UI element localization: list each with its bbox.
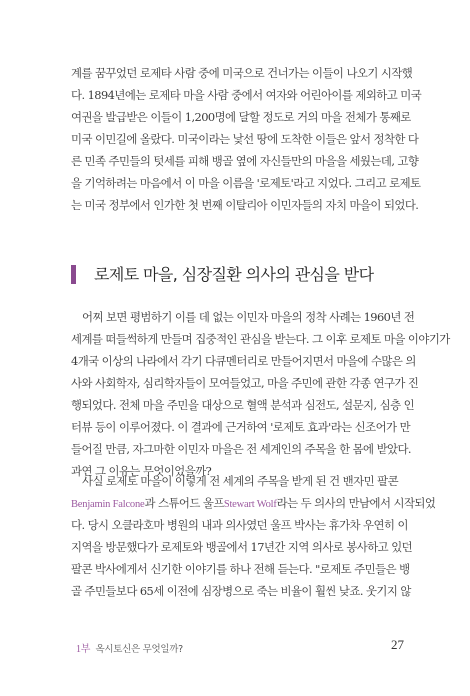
person-name-falcone: Benjamin Falcone (71, 499, 145, 510)
paragraph-doctors (71, 470, 436, 602)
person-name-wolf: Stewart Wolf (223, 499, 277, 510)
text-line: 여권을 발급받은 이들이 1,200명에 달할 정도로 거의 마을 전체가 통째로 (71, 110, 411, 124)
text-line: 4개국 이상의 나라에서 각기 다큐멘터리로 만들어지면서 마을에 수많은 의 (71, 354, 416, 368)
paragraph-rosetto-attention (71, 306, 450, 482)
text-line: 다. 당시 오클라호마 병원의 내과 의사였던 울프 박사는 휴가차 우연히 이 (71, 518, 408, 532)
text-line: 다. 1894년에는 로제타 마을 사람 중에서 여자와 어린아이를 제외하고 미국 (71, 88, 422, 102)
part-label: 1부 (76, 644, 91, 655)
text-line: 사실 로제토 마을이 이렇게 전 세계의 주목을 받게 된 건 밴자민 팔콘 (82, 474, 399, 488)
text-line: 팔콘 박사에게서 신기한 이야기를 하나 전해 듣는다. "로제토 주민들은 뱅 (71, 562, 410, 576)
text-line: 사와 사회학자, 심리학자들이 모여들었고, 마을 주민에 관한 각종 연구가 진 (71, 376, 419, 390)
text-line: 골 주민들보다 65세 이전에 심장병으로 죽는 비율이 훨씬 낮죠. 웃기지 않 (71, 584, 411, 598)
text-line: 계를 꿈꾸었던 로제타 사람 중에 미국으로 건너가는 이들이 나오기 시작했 (71, 66, 413, 80)
text-fragment: 과 스튜어드 울프 (144, 496, 224, 510)
text-line: 른 민족 주민들의 텃세를 피해 뱅골 옆에 자신들만의 마을을 세웠는데, 고향 (71, 154, 419, 168)
text-line: 들어질 만큼, 자그마한 이민자 마을은 전 세계인의 주목을 한 몸에 받았다. (71, 442, 411, 456)
page-footer (76, 637, 406, 657)
text-line: 을 기억하려는 마음에서 이 마을 이름을 '로제토'라고 지었다. 그리고 로제토 (71, 176, 421, 190)
section-heading: 로제토 마을, 심장질환 의사의 관심을 받다 (94, 265, 374, 284)
page-number: 27 (391, 637, 404, 652)
text-line: 는 미국 정부에서 인가한 첫 번째 이탈리아 이민자들의 자치 마을이 되었다. (71, 198, 419, 212)
text-line: 어찌 보면 평범하기 이를 데 없는 이민자 마을의 정착 사례는 1960년 전 (82, 310, 415, 324)
running-footer (76, 640, 183, 655)
text-line: 세계를 떠들썩하게 만들며 집중적인 관심을 받는다. 그 이후 로제토 마을 이야기가 (71, 332, 450, 346)
text-line: 지역을 방문했다가 로제토와 뱅골에서 17년간 지역 의사로 봉사하고 있던 (71, 540, 413, 554)
text-line: 미국 이민길에 올랐다. 미국이라는 낯선 땅에 도착한 이들은 앞서 정착한 다 (71, 132, 419, 146)
text-fragment: 라는 두 의사의 만남에서 시작되었 (276, 496, 436, 510)
text-line: 과연 그 이유는 무엇이었을까? (71, 464, 212, 478)
text-line: 터뷰 등이 이루어졌다. 이 결과에 근거하여 '로제토 효과'라는 신조어가 만 (71, 420, 411, 434)
text-line (71, 492, 436, 514)
heading-accent-bar (71, 265, 76, 284)
text-line: 행되었다. 전체 마을 주민을 대상으로 혈액 분석과 심전도, 설문지, 심층 인 (71, 398, 415, 412)
chapter-title: 옥시토신은 무엇일까? (95, 644, 183, 655)
paragraph-intro (71, 62, 422, 216)
